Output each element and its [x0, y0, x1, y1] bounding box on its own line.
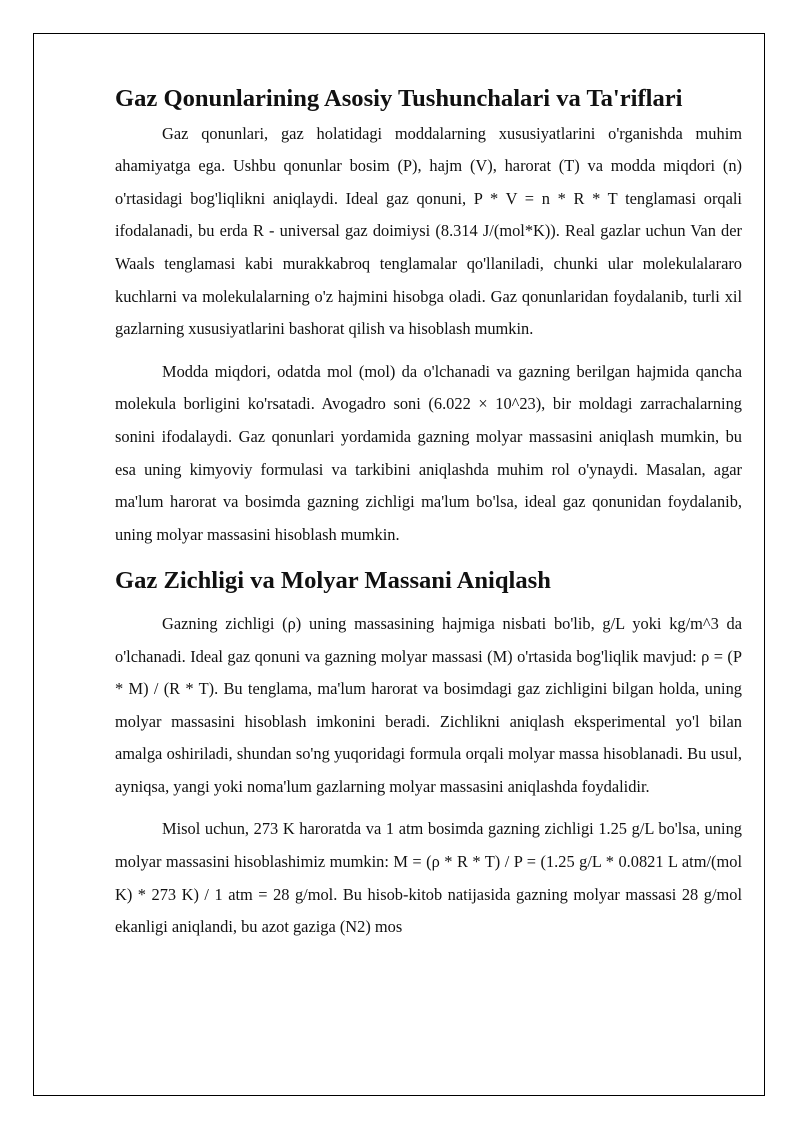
section-heading: Gaz Qonunlarining Asosiy Tushunchalari va Ta'riflari [115, 85, 683, 112]
section-heading: Gaz Zichligi va Molyar Massani Aniqlash [115, 567, 551, 595]
paragraph: Gazning zichligi (ρ) uning massasining hajmiga nisbati bo'lib, g/L yoki kg/m^3 da o'lchanadi. Ideal gaz qonuni va gazning molyar massasi (M) o'rtasida bog'liqlik mavjud: ρ = (P * M) / (R * T). Bu tenglama, ma'lum harorat va bosimdagi gaz zichligini bilgan holda, uning molyar massasini hisoblash imkonini beradi. Zichlikni aniqlash eksperimental yo'l bilan amalga oshiriladi, shundan so'ng yuqoridagi formula orqali molyar massa hisoblanadi. Bu usul, ayniqsa, yangi yoki noma'lum gazlarning molyar massasini aniqlashda foydalidir. [115, 613, 742, 796]
paragraph: Modda miqdori, odatda mol (mol) da o'lchanadi va gazning berilgan hajmida qancha molekula borligini ko'rsatadi. Avogadro soni (6.022 × 10^23), bir moldagi zarrachalarning sonini ifodalaydi. Gaz qonunlari yordamida gazning molyar massasini aniqlash mumkin, bu esa uning kimyoviy formulasi va tarkibini aniqlashda muhim rol o'ynaydi. Masalan, agar ma'lum harorat va bosimda gazning zichligi ma'lum bo'lsa, ideal gaz qonunidan foydalanib, uning molyar massasini hisoblash mumkin. [115, 361, 742, 544]
paragraph: Misol uchun, 273 K haroratda va 1 atm bosimda gazning zichligi 1.25 g/L bo'lsa, uning molyar massasini hisoblashimiz mumkin: M = (ρ * R * T) / P = (1.25 g/L * 0.0821 L atm/(mol K) * 273 K) / 1 atm = 28 g/mol. Bu hisob-kitob natijasida gazning molyar massasi 28 g/mol ekanligi aniqlandi, bu azot gaziga (N2) mos [115, 819, 742, 937]
document-body [115, 83, 742, 944]
paragraph: Gaz qonunlari, gaz holatidagi moddalarning xususiyatlarini o'rganishda muhim ahamiyatga ega. Ushbu qonunlar bosim (P), hajm (V), harorat (T) va modda miqdori (n) o'rtasidagi bog'liqlikni aniqlaydi. Ideal gaz qonuni, P * V = n * R * T tenglamasi orqali ifodalanadi, bu erda R - universal gaz doimiysi (8.314 J/(mol*K)). Real gazlar uchun Van der Waals tenglamasi kabi murakkabroq tenglamalar qo'llaniladi, chunki ular molekulalararo kuchlarni va molekulalarning o'z hajmini hisobga oladi. Gaz qonunlaridan foydalanib, turli xil gazlarning xususiyatlarini bashorat qilish va hisoblash mumkin. [115, 123, 742, 339]
